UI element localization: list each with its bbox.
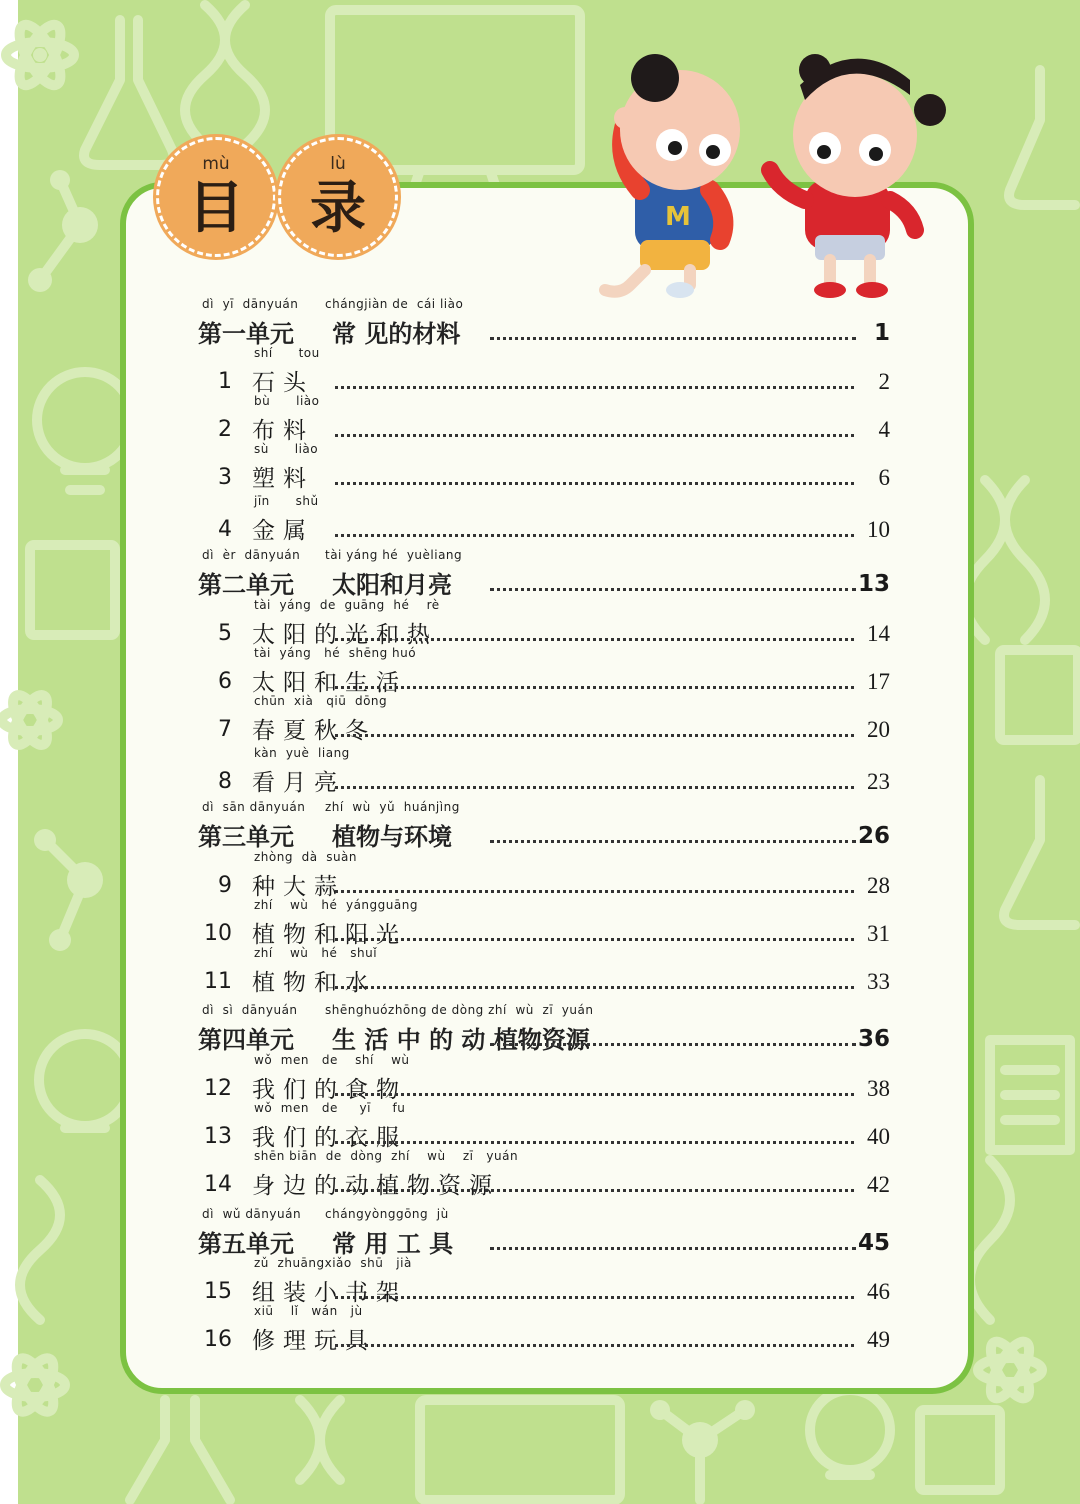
unit-title: 常 见的材料: [332, 320, 461, 348]
dot-leader: [490, 337, 856, 340]
unit-title-pinyin: shēnghuózhōng de dòng zhí wù zī yuán: [325, 1003, 594, 1017]
dot-leader: [335, 1141, 854, 1144]
toc-unit-row[interactable]: [190, 1207, 890, 1259]
page-number: 1: [873, 320, 890, 346]
dot-leader: [335, 434, 854, 437]
dot-leader: [335, 1296, 854, 1299]
lesson-number: 12: [204, 1076, 232, 1101]
page-number: 13: [857, 571, 890, 597]
page-number: 23: [867, 769, 890, 794]
title-hanzi: 目: [188, 175, 244, 241]
page-number: 2: [878, 369, 890, 394]
lesson-title-pinyin: shēn biān de dòng zhí wù zī yuán: [254, 1149, 519, 1163]
lesson-number: 7: [218, 717, 232, 742]
page-number: 46: [867, 1279, 890, 1304]
dot-leader: [335, 1093, 854, 1096]
toc-lesson-row[interactable]: [190, 898, 890, 950]
page-number: 33: [867, 969, 890, 994]
lesson-number: 15: [204, 1279, 232, 1304]
dot-leader: [335, 638, 854, 641]
toc-unit-row[interactable]: [190, 297, 890, 349]
lesson-title: 塑料: [252, 466, 314, 492]
lesson-title-pinyin: shí tou: [254, 346, 320, 360]
dot-leader: [335, 986, 854, 989]
toc-lesson-row[interactable]: [190, 646, 890, 698]
lesson-number: 10: [204, 921, 232, 946]
lesson-title-pinyin: xiū lǐ wán jù: [254, 1304, 363, 1318]
title-pinyin: mù: [202, 154, 230, 174]
lesson-title-pinyin: tài yáng hé shēng huó: [254, 646, 417, 660]
lesson-number: 2: [218, 417, 232, 442]
toc-lesson-row[interactable]: [190, 850, 890, 902]
lesson-title: 春夏秋冬: [252, 718, 376, 744]
lesson-title: 石头: [252, 370, 314, 396]
unit-title: 常 用 工 具: [332, 1230, 454, 1258]
page-number: 45: [857, 1230, 890, 1256]
toc-lesson-row[interactable]: [190, 1149, 890, 1201]
unit-title: 太阳和月亮: [332, 571, 452, 599]
toc-unit-row[interactable]: [190, 800, 890, 852]
page-number: 49: [867, 1327, 890, 1352]
unit-number-pinyin: dì wǔ dānyuán: [202, 1207, 302, 1221]
unit-number-pinyin: dì yī dānyuán: [202, 297, 299, 311]
lesson-title: 种大蒜: [252, 874, 345, 900]
lesson-title: 我们的食物: [252, 1077, 407, 1103]
page-number: 6: [878, 465, 890, 490]
lesson-number: 6: [218, 669, 232, 694]
page-number: 20: [867, 717, 890, 742]
page-number: 40: [867, 1124, 890, 1149]
page-number: 31: [867, 921, 890, 946]
unit-number-pinyin: dì èr dānyuán: [202, 548, 301, 562]
toc-lesson-row[interactable]: [190, 394, 890, 446]
lesson-number: 14: [204, 1172, 232, 1197]
toc-lesson-row[interactable]: [190, 442, 890, 494]
page-number: 17: [867, 669, 890, 694]
unit-title: 生 活 中 的 动 植物资源: [332, 1026, 590, 1054]
lesson-number: 8: [218, 769, 232, 794]
unit-title-pinyin: chángyònggōng jù: [325, 1207, 449, 1221]
dot-leader: [490, 588, 856, 591]
lesson-number: 4: [218, 517, 232, 542]
page-number: 42: [867, 1172, 890, 1197]
svg-text:M: M: [665, 202, 691, 232]
dot-leader: [490, 840, 856, 843]
lesson-title-pinyin: bù liào: [254, 394, 320, 408]
dot-leader: [490, 1247, 856, 1250]
unit-number-pinyin: dì sì dānyuán: [202, 1003, 298, 1017]
dot-leader: [335, 1344, 854, 1347]
page-number: 10: [867, 517, 890, 542]
dot-leader: [335, 482, 854, 485]
lesson-title-pinyin: tài yáng de guāng hé rè: [254, 598, 440, 612]
unit-title-pinyin: zhí wù yǔ huánjìng: [325, 800, 460, 814]
lesson-title-pinyin: kàn yuè liang: [254, 746, 350, 760]
unit-title-pinyin: chángjiàn de cái liào: [325, 297, 464, 311]
lesson-title-pinyin: jīn shǔ: [254, 494, 319, 508]
lesson-title-pinyin: chūn xià qiū dōng: [254, 694, 388, 708]
lesson-title-pinyin: wǒ men de yī fu: [254, 1101, 406, 1115]
lesson-number: 11: [204, 969, 232, 994]
toc-lesson-row[interactable]: [190, 746, 890, 798]
lesson-title: 组装小书架: [252, 1280, 407, 1306]
lesson-title: 太阳和生活: [252, 670, 407, 696]
lesson-title: 我们的衣服: [252, 1125, 407, 1151]
unit-title-pinyin: tài yáng hé yuèliang: [325, 548, 463, 562]
dot-leader: [335, 534, 854, 537]
lesson-number: 9: [218, 873, 232, 898]
toc-unit-row[interactable]: [190, 1003, 890, 1055]
toc-lesson-row[interactable]: [190, 694, 890, 746]
dot-leader: [335, 786, 854, 789]
unit-number: 第二单元: [198, 571, 294, 599]
toc-lesson-row[interactable]: [190, 946, 890, 998]
unit-number: 第一单元: [198, 320, 294, 348]
toc-lesson-row[interactable]: [190, 494, 890, 546]
lesson-title-pinyin: zhí wù hé shuǐ: [254, 946, 378, 960]
unit-number: 第四单元: [198, 1026, 294, 1054]
toc-lesson-row[interactable]: [190, 1304, 890, 1356]
toc-lesson-row[interactable]: [190, 1256, 890, 1308]
title-pinyin: lù: [330, 154, 346, 174]
lesson-title: 太阳的光和热: [252, 622, 438, 648]
dot-leader: [335, 1189, 854, 1192]
lesson-title-pinyin: wǒ men de shí wù: [254, 1053, 410, 1067]
lesson-title: 植物和水: [252, 970, 376, 996]
lesson-title-pinyin: sù liào: [254, 442, 319, 456]
lesson-title: 身边的动植物资源: [252, 1173, 500, 1199]
dot-leader: [335, 734, 854, 737]
lesson-title: 看月亮: [252, 770, 345, 796]
dot-leader: [490, 1043, 856, 1046]
lesson-title: 布料: [252, 418, 314, 444]
lesson-number: 13: [204, 1124, 232, 1149]
dot-leader: [335, 386, 854, 389]
dot-leader: [335, 686, 854, 689]
lesson-title-pinyin: zhí wù hé yángguāng: [254, 898, 418, 912]
lesson-title: 植物和阳光: [252, 922, 407, 948]
dot-leader: [335, 938, 854, 941]
lesson-title-pinyin: zhòng dà suàn: [254, 850, 358, 864]
lesson-number: 3: [218, 465, 232, 490]
lesson-number: 5: [218, 621, 232, 646]
page-number: 26: [857, 823, 890, 849]
toc-lesson-row[interactable]: [190, 1101, 890, 1153]
page-number: 28: [867, 873, 890, 898]
page-number: 4: [878, 417, 890, 442]
toc-unit-row[interactable]: [190, 548, 890, 600]
unit-number: 第五单元: [198, 1230, 294, 1258]
lesson-title: 金属: [252, 518, 314, 544]
lesson-number: 16: [204, 1327, 232, 1352]
lesson-title: 修理玩具: [252, 1328, 376, 1354]
page-number: 38: [867, 1076, 890, 1101]
unit-number: 第三单元: [198, 823, 294, 851]
toc-lesson-row[interactable]: [190, 598, 890, 650]
dot-leader: [335, 890, 854, 893]
toc-lesson-row[interactable]: [190, 346, 890, 398]
lesson-title-pinyin: zǔ zhuāngxiǎo shū jià: [254, 1256, 412, 1270]
title-hanzi: 录: [310, 175, 366, 241]
page-number: 36: [857, 1026, 890, 1052]
lesson-number: 1: [218, 369, 232, 394]
unit-number-pinyin: dì sān dānyuán: [202, 800, 306, 814]
unit-title: 植物与环境: [332, 823, 452, 851]
toc-lesson-row[interactable]: [190, 1053, 890, 1105]
page-number: 14: [867, 621, 890, 646]
